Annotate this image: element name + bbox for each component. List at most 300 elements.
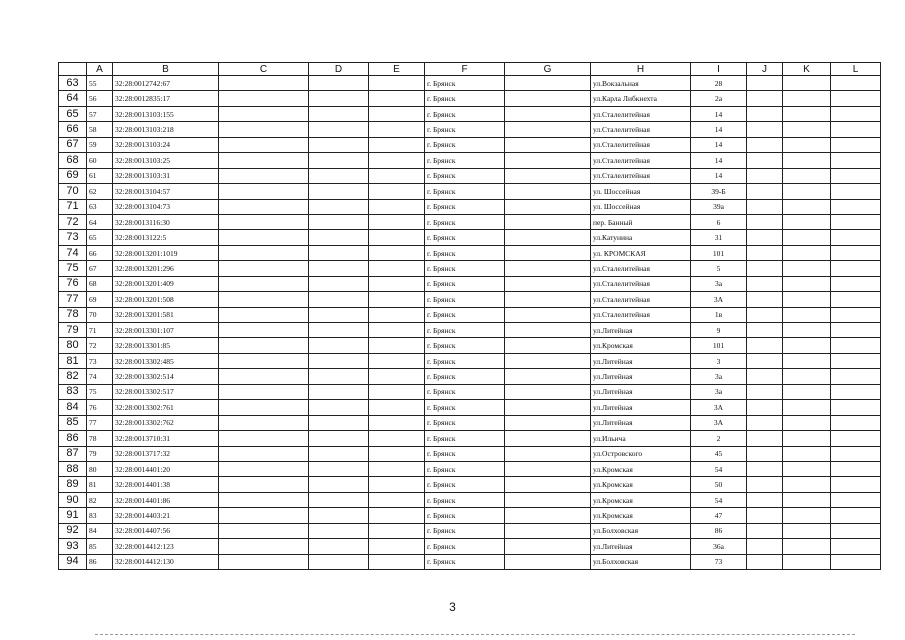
row-number[interactable]: 73: [59, 230, 87, 245]
cell-empty-j[interactable]: [747, 153, 783, 168]
cell-empty-e[interactable]: [369, 523, 425, 538]
column-header-k[interactable]: K: [783, 63, 831, 76]
cell-empty-k[interactable]: [783, 384, 831, 399]
cell-number[interactable]: 65: [87, 230, 113, 245]
cell-street[interactable]: ул.Кромская: [591, 338, 691, 353]
cell-empty-d[interactable]: [309, 400, 369, 415]
cell-empty-d[interactable]: [309, 508, 369, 523]
cell-street[interactable]: ул.Болховская: [591, 554, 691, 569]
cell-empty-l[interactable]: [831, 477, 881, 492]
column-header-j[interactable]: J: [747, 63, 783, 76]
cell-empty-e[interactable]: [369, 184, 425, 199]
cell-empty-c[interactable]: [219, 431, 309, 446]
cell-cadastral-number[interactable]: 32:28:0013104:57: [113, 184, 219, 199]
row-number[interactable]: 89: [59, 477, 87, 492]
row-number[interactable]: 93: [59, 539, 87, 554]
cell-empty-d[interactable]: [309, 168, 369, 183]
cell-empty-k[interactable]: [783, 230, 831, 245]
cell-house[interactable]: 73: [691, 554, 747, 569]
cell-house[interactable]: 31: [691, 230, 747, 245]
cell-empty-k[interactable]: [783, 76, 831, 91]
cell-empty-e[interactable]: [369, 353, 425, 368]
cell-street[interactable]: ул. КРОМСКАЯ: [591, 245, 691, 260]
cell-empty-g[interactable]: [505, 415, 591, 430]
row-number[interactable]: 70: [59, 184, 87, 199]
cell-cadastral-number[interactable]: 32:28:0013302:485: [113, 353, 219, 368]
row-number[interactable]: 84: [59, 400, 87, 415]
cell-empty-d[interactable]: [309, 76, 369, 91]
cell-number[interactable]: 79: [87, 446, 113, 461]
cell-empty-g[interactable]: [505, 292, 591, 307]
cell-empty-d[interactable]: [309, 431, 369, 446]
cell-empty-j[interactable]: [747, 106, 783, 121]
cell-city[interactable]: г. Брянск: [425, 415, 505, 430]
cell-empty-k[interactable]: [783, 554, 831, 569]
cell-empty-g[interactable]: [505, 477, 591, 492]
cell-house[interactable]: 14: [691, 153, 747, 168]
cell-empty-k[interactable]: [783, 106, 831, 121]
cell-number[interactable]: 82: [87, 492, 113, 507]
cell-empty-l[interactable]: [831, 214, 881, 229]
cell-empty-c[interactable]: [219, 214, 309, 229]
cell-empty-e[interactable]: [369, 369, 425, 384]
cell-empty-c[interactable]: [219, 508, 309, 523]
cell-empty-g[interactable]: [505, 91, 591, 106]
cell-city[interactable]: г. Брянск: [425, 122, 505, 137]
cell-number[interactable]: 68: [87, 276, 113, 291]
cell-city[interactable]: г. Брянск: [425, 431, 505, 446]
cell-empty-c[interactable]: [219, 184, 309, 199]
cell-empty-c[interactable]: [219, 276, 309, 291]
cell-city[interactable]: г. Брянск: [425, 91, 505, 106]
corner-cell[interactable]: [59, 63, 87, 76]
cell-empty-k[interactable]: [783, 446, 831, 461]
cell-empty-e[interactable]: [369, 446, 425, 461]
cell-empty-k[interactable]: [783, 307, 831, 322]
cell-street[interactable]: пер. Банный: [591, 214, 691, 229]
cell-empty-j[interactable]: [747, 76, 783, 91]
cell-city[interactable]: г. Брянск: [425, 323, 505, 338]
cell-cadastral-number[interactable]: 32:28:0013201:581: [113, 307, 219, 322]
cell-house[interactable]: 14: [691, 168, 747, 183]
cell-house[interactable]: 2: [691, 431, 747, 446]
cell-empty-g[interactable]: [505, 323, 591, 338]
cell-empty-e[interactable]: [369, 554, 425, 569]
cell-city[interactable]: г. Брянск: [425, 554, 505, 569]
cell-cadastral-number[interactable]: 32:28:0014412:130: [113, 554, 219, 569]
cell-empty-k[interactable]: [783, 199, 831, 214]
cell-cadastral-number[interactable]: 32:28:0013103:25: [113, 153, 219, 168]
cell-empty-d[interactable]: [309, 446, 369, 461]
cell-cadastral-number[interactable]: 32:28:0014401:20: [113, 461, 219, 476]
cell-empty-k[interactable]: [783, 292, 831, 307]
cell-empty-d[interactable]: [309, 91, 369, 106]
cell-cadastral-number[interactable]: 32:28:0014403:21: [113, 508, 219, 523]
cell-city[interactable]: г. Брянск: [425, 461, 505, 476]
cell-empty-j[interactable]: [747, 230, 783, 245]
cell-empty-c[interactable]: [219, 292, 309, 307]
cell-cadastral-number[interactable]: 32:28:0013302:762: [113, 415, 219, 430]
cell-empty-e[interactable]: [369, 261, 425, 276]
column-header-e[interactable]: E: [369, 63, 425, 76]
cell-empty-l[interactable]: [831, 338, 881, 353]
column-header-f[interactable]: F: [425, 63, 505, 76]
column-header-a[interactable]: A: [87, 63, 113, 76]
row-number[interactable]: 86: [59, 431, 87, 446]
cell-empty-j[interactable]: [747, 184, 783, 199]
cell-cadastral-number[interactable]: 32:28:0013301:85: [113, 338, 219, 353]
cell-empty-e[interactable]: [369, 199, 425, 214]
cell-house[interactable]: 3а: [691, 369, 747, 384]
row-number[interactable]: 81: [59, 353, 87, 368]
row-number[interactable]: 77: [59, 292, 87, 307]
cell-empty-e[interactable]: [369, 539, 425, 554]
cell-empty-d[interactable]: [309, 276, 369, 291]
cell-street[interactable]: ул.Сталелитейная: [591, 137, 691, 152]
cell-empty-j[interactable]: [747, 539, 783, 554]
cell-empty-c[interactable]: [219, 539, 309, 554]
cell-empty-l[interactable]: [831, 415, 881, 430]
cell-empty-k[interactable]: [783, 338, 831, 353]
cell-empty-g[interactable]: [505, 153, 591, 168]
cell-empty-c[interactable]: [219, 76, 309, 91]
cell-empty-d[interactable]: [309, 199, 369, 214]
cell-number[interactable]: 86: [87, 554, 113, 569]
cell-empty-j[interactable]: [747, 91, 783, 106]
cell-empty-e[interactable]: [369, 214, 425, 229]
cell-city[interactable]: г. Брянск: [425, 214, 505, 229]
cell-cadastral-number[interactable]: 32:28:0014407:56: [113, 523, 219, 538]
cell-empty-k[interactable]: [783, 122, 831, 137]
cell-number[interactable]: 58: [87, 122, 113, 137]
cell-empty-l[interactable]: [831, 230, 881, 245]
cell-empty-j[interactable]: [747, 276, 783, 291]
row-number[interactable]: 66: [59, 122, 87, 137]
cell-empty-g[interactable]: [505, 199, 591, 214]
cell-house[interactable]: 2а: [691, 91, 747, 106]
row-number[interactable]: 69: [59, 168, 87, 183]
cell-empty-l[interactable]: [831, 137, 881, 152]
cell-city[interactable]: г. Брянск: [425, 276, 505, 291]
cell-empty-g[interactable]: [505, 492, 591, 507]
cell-number[interactable]: 55: [87, 76, 113, 91]
cell-house[interactable]: 54: [691, 461, 747, 476]
cell-street[interactable]: ул.Литейная: [591, 384, 691, 399]
cell-empty-l[interactable]: [831, 276, 881, 291]
cell-empty-k[interactable]: [783, 214, 831, 229]
row-number[interactable]: 67: [59, 137, 87, 152]
cell-empty-l[interactable]: [831, 106, 881, 121]
cell-house[interactable]: 45: [691, 446, 747, 461]
cell-empty-l[interactable]: [831, 91, 881, 106]
cell-empty-d[interactable]: [309, 214, 369, 229]
row-number[interactable]: 74: [59, 245, 87, 260]
cell-street[interactable]: ул.Вокзальная: [591, 76, 691, 91]
cell-house[interactable]: 6: [691, 214, 747, 229]
cell-empty-j[interactable]: [747, 523, 783, 538]
cell-empty-d[interactable]: [309, 137, 369, 152]
cell-empty-l[interactable]: [831, 245, 881, 260]
cell-empty-e[interactable]: [369, 230, 425, 245]
cell-number[interactable]: 70: [87, 307, 113, 322]
cell-empty-c[interactable]: [219, 492, 309, 507]
cell-house[interactable]: 3а: [691, 276, 747, 291]
cell-empty-j[interactable]: [747, 353, 783, 368]
cell-empty-l[interactable]: [831, 261, 881, 276]
cell-cadastral-number[interactable]: 32:28:0013710:31: [113, 431, 219, 446]
cell-number[interactable]: 63: [87, 199, 113, 214]
cell-city[interactable]: г. Брянск: [425, 292, 505, 307]
cell-empty-c[interactable]: [219, 477, 309, 492]
cell-street[interactable]: ул.Ильича: [591, 431, 691, 446]
column-header-h[interactable]: H: [591, 63, 691, 76]
cell-number[interactable]: 61: [87, 168, 113, 183]
cell-empty-c[interactable]: [219, 400, 309, 415]
cell-house[interactable]: 3а: [691, 384, 747, 399]
cell-empty-c[interactable]: [219, 153, 309, 168]
cell-empty-k[interactable]: [783, 276, 831, 291]
cell-empty-g[interactable]: [505, 461, 591, 476]
cell-street[interactable]: ул.Сталелитейная: [591, 276, 691, 291]
cell-empty-c[interactable]: [219, 353, 309, 368]
cell-street[interactable]: ул. Шоссейная: [591, 184, 691, 199]
cell-empty-g[interactable]: [505, 106, 591, 121]
cell-empty-c[interactable]: [219, 261, 309, 276]
row-number[interactable]: 94: [59, 554, 87, 569]
cell-street[interactable]: ул.Кромская: [591, 461, 691, 476]
cell-cadastral-number[interactable]: 32:28:0013201:508: [113, 292, 219, 307]
cell-house[interactable]: 36а: [691, 539, 747, 554]
cell-city[interactable]: г. Брянск: [425, 400, 505, 415]
cell-empty-j[interactable]: [747, 199, 783, 214]
cell-empty-k[interactable]: [783, 431, 831, 446]
cell-number[interactable]: 76: [87, 400, 113, 415]
row-number[interactable]: 71: [59, 199, 87, 214]
cell-cadastral-number[interactable]: 32:28:0013302:761: [113, 400, 219, 415]
cell-empty-l[interactable]: [831, 184, 881, 199]
row-number[interactable]: 65: [59, 106, 87, 121]
cell-empty-c[interactable]: [219, 307, 309, 322]
cell-house[interactable]: 14: [691, 122, 747, 137]
cell-empty-l[interactable]: [831, 384, 881, 399]
cell-city[interactable]: г. Брянск: [425, 523, 505, 538]
cell-city[interactable]: г. Брянск: [425, 446, 505, 461]
cell-empty-l[interactable]: [831, 461, 881, 476]
cell-empty-g[interactable]: [505, 76, 591, 91]
cell-empty-j[interactable]: [747, 338, 783, 353]
cell-empty-d[interactable]: [309, 461, 369, 476]
cell-city[interactable]: г. Брянск: [425, 168, 505, 183]
cell-empty-d[interactable]: [309, 523, 369, 538]
cell-number[interactable]: 74: [87, 369, 113, 384]
cell-street[interactable]: ул.Литейная: [591, 400, 691, 415]
cell-street[interactable]: ул.Кромская: [591, 508, 691, 523]
cell-number[interactable]: 85: [87, 539, 113, 554]
cell-empty-j[interactable]: [747, 384, 783, 399]
cell-cadastral-number[interactable]: 32:28:0013302:517: [113, 384, 219, 399]
cell-number[interactable]: 83: [87, 508, 113, 523]
cell-empty-j[interactable]: [747, 307, 783, 322]
cell-empty-l[interactable]: [831, 307, 881, 322]
cell-empty-e[interactable]: [369, 276, 425, 291]
cell-house[interactable]: 14: [691, 106, 747, 121]
cell-street[interactable]: ул. Шоссейная: [591, 199, 691, 214]
cell-empty-e[interactable]: [369, 338, 425, 353]
column-header-i[interactable]: I: [691, 63, 747, 76]
cell-city[interactable]: г. Брянск: [425, 137, 505, 152]
cell-house[interactable]: 101: [691, 338, 747, 353]
cell-number[interactable]: 56: [87, 91, 113, 106]
cell-empty-d[interactable]: [309, 477, 369, 492]
cell-empty-g[interactable]: [505, 214, 591, 229]
cell-empty-e[interactable]: [369, 106, 425, 121]
cell-empty-l[interactable]: [831, 508, 881, 523]
cell-house[interactable]: 28: [691, 76, 747, 91]
cell-empty-j[interactable]: [747, 369, 783, 384]
cell-empty-j[interactable]: [747, 492, 783, 507]
cell-empty-g[interactable]: [505, 168, 591, 183]
cell-empty-l[interactable]: [831, 554, 881, 569]
cell-street[interactable]: ул.Сталелитейная: [591, 122, 691, 137]
cell-empty-k[interactable]: [783, 508, 831, 523]
cell-house[interactable]: 14: [691, 137, 747, 152]
cell-empty-j[interactable]: [747, 168, 783, 183]
cell-street[interactable]: ул.Литейная: [591, 415, 691, 430]
row-number[interactable]: 80: [59, 338, 87, 353]
cell-cadastral-number[interactable]: 32:28:0013116:30: [113, 214, 219, 229]
cell-number[interactable]: 62: [87, 184, 113, 199]
cell-city[interactable]: г. Брянск: [425, 508, 505, 523]
cell-empty-l[interactable]: [831, 446, 881, 461]
cell-empty-g[interactable]: [505, 307, 591, 322]
cell-empty-k[interactable]: [783, 353, 831, 368]
cell-empty-j[interactable]: [747, 137, 783, 152]
cell-empty-d[interactable]: [309, 369, 369, 384]
cell-empty-e[interactable]: [369, 245, 425, 260]
cell-empty-l[interactable]: [831, 323, 881, 338]
cell-empty-k[interactable]: [783, 400, 831, 415]
cell-empty-d[interactable]: [309, 184, 369, 199]
cell-city[interactable]: г. Брянск: [425, 477, 505, 492]
cell-empty-d[interactable]: [309, 554, 369, 569]
cell-empty-j[interactable]: [747, 323, 783, 338]
cell-empty-g[interactable]: [505, 539, 591, 554]
row-number[interactable]: 90: [59, 492, 87, 507]
cell-empty-k[interactable]: [783, 261, 831, 276]
cell-empty-c[interactable]: [219, 106, 309, 121]
row-number[interactable]: 68: [59, 153, 87, 168]
cell-empty-j[interactable]: [747, 461, 783, 476]
cell-street[interactable]: ул.Карла Либкнехта: [591, 91, 691, 106]
cell-empty-e[interactable]: [369, 492, 425, 507]
cell-empty-d[interactable]: [309, 353, 369, 368]
cell-cadastral-number[interactable]: 32:28:0013201:296: [113, 261, 219, 276]
cell-city[interactable]: г. Брянск: [425, 539, 505, 554]
cell-empty-k[interactable]: [783, 153, 831, 168]
cell-empty-g[interactable]: [505, 276, 591, 291]
cell-empty-c[interactable]: [219, 384, 309, 399]
cell-house[interactable]: 1в: [691, 307, 747, 322]
cell-empty-c[interactable]: [219, 91, 309, 106]
cell-empty-c[interactable]: [219, 137, 309, 152]
cell-empty-l[interactable]: [831, 523, 881, 538]
column-header-l[interactable]: L: [831, 63, 881, 76]
cell-empty-l[interactable]: [831, 369, 881, 384]
cell-empty-k[interactable]: [783, 461, 831, 476]
cell-empty-c[interactable]: [219, 415, 309, 430]
cell-empty-c[interactable]: [219, 338, 309, 353]
cell-number[interactable]: 78: [87, 431, 113, 446]
row-number[interactable]: 91: [59, 508, 87, 523]
cell-house[interactable]: 50: [691, 477, 747, 492]
row-number[interactable]: 64: [59, 91, 87, 106]
cell-house[interactable]: 39а: [691, 199, 747, 214]
cell-empty-j[interactable]: [747, 245, 783, 260]
cell-city[interactable]: г. Брянск: [425, 492, 505, 507]
cell-number[interactable]: 77: [87, 415, 113, 430]
cell-empty-d[interactable]: [309, 230, 369, 245]
cell-empty-d[interactable]: [309, 539, 369, 554]
cell-street[interactable]: ул.Сталелитейная: [591, 292, 691, 307]
cell-empty-j[interactable]: [747, 508, 783, 523]
cell-street[interactable]: ул.Сталелитейная: [591, 261, 691, 276]
cell-street[interactable]: ул.Островского: [591, 446, 691, 461]
cell-street[interactable]: ул.Литейная: [591, 353, 691, 368]
cell-empty-k[interactable]: [783, 523, 831, 538]
cell-empty-c[interactable]: [219, 369, 309, 384]
cell-empty-k[interactable]: [783, 245, 831, 260]
cell-empty-k[interactable]: [783, 539, 831, 554]
cell-house[interactable]: 47: [691, 508, 747, 523]
cell-empty-j[interactable]: [747, 214, 783, 229]
cell-cadastral-number[interactable]: 32:28:0012742:67: [113, 76, 219, 91]
cell-street[interactable]: ул.Сталелитейная: [591, 307, 691, 322]
row-number[interactable]: 85: [59, 415, 87, 430]
row-number[interactable]: 72: [59, 214, 87, 229]
cell-empty-g[interactable]: [505, 230, 591, 245]
cell-empty-e[interactable]: [369, 508, 425, 523]
cell-empty-g[interactable]: [505, 446, 591, 461]
cell-street[interactable]: ул.Катунина: [591, 230, 691, 245]
row-number[interactable]: 79: [59, 323, 87, 338]
cell-city[interactable]: г. Брянск: [425, 353, 505, 368]
cell-empty-e[interactable]: [369, 415, 425, 430]
cell-empty-e[interactable]: [369, 168, 425, 183]
cell-empty-c[interactable]: [219, 461, 309, 476]
cell-empty-l[interactable]: [831, 199, 881, 214]
cell-house[interactable]: 5: [691, 261, 747, 276]
row-number[interactable]: 82: [59, 369, 87, 384]
cell-city[interactable]: г. Брянск: [425, 106, 505, 121]
column-header-c[interactable]: C: [219, 63, 309, 76]
cell-empty-c[interactable]: [219, 446, 309, 461]
cell-empty-l[interactable]: [831, 153, 881, 168]
cell-empty-k[interactable]: [783, 477, 831, 492]
cell-number[interactable]: 57: [87, 106, 113, 121]
cell-street[interactable]: ул.Сталелитейная: [591, 168, 691, 183]
cell-cadastral-number[interactable]: 32:28:0013302:514: [113, 369, 219, 384]
cell-street[interactable]: ул.Литейная: [591, 369, 691, 384]
cell-empty-e[interactable]: [369, 477, 425, 492]
cell-empty-c[interactable]: [219, 245, 309, 260]
cell-empty-d[interactable]: [309, 415, 369, 430]
cell-cadastral-number[interactable]: 32:28:0013103:24: [113, 137, 219, 152]
cell-empty-d[interactable]: [309, 338, 369, 353]
cell-empty-e[interactable]: [369, 91, 425, 106]
cell-empty-g[interactable]: [505, 400, 591, 415]
cell-number[interactable]: 71: [87, 323, 113, 338]
cell-empty-c[interactable]: [219, 199, 309, 214]
